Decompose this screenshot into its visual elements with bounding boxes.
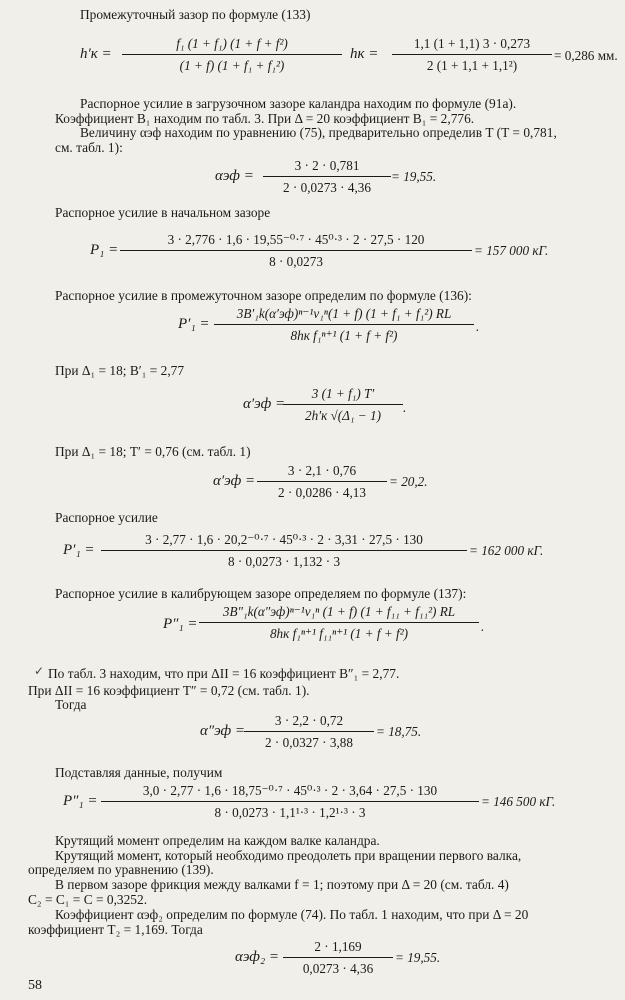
equation-formula-136: [178, 306, 508, 348]
equation-alpha-eff-2: [235, 939, 455, 981]
fraction-bar: [244, 731, 374, 732]
equation-alpha-eff: [215, 158, 435, 198]
text-line: При Δ₁ = 18; B′₁ = 2,77: [55, 363, 185, 378]
text-line: C₂ = C₁ = C = 0,3252.: [28, 892, 148, 907]
numerator: 2 · 1,169: [314, 939, 362, 954]
denominator: 2 · 0,0286 · 4,13: [278, 485, 366, 500]
equation-result: = 18,75.: [376, 724, 422, 739]
equation-result: = 146 500 кГ.: [481, 794, 556, 809]
text-line: Распорное усилие в начальном зазоре: [55, 205, 271, 220]
text-line: Величину αэф находим по уравнению (75), предварительно определив T (T = 0,781,: [80, 125, 557, 140]
equation-end: .: [403, 400, 407, 415]
fraction: [101, 532, 467, 570]
equation-lhs: α″эф =: [200, 723, 246, 739]
fraction: [244, 713, 374, 751]
fraction-bar: [283, 404, 403, 405]
denominator: 8hк f₁ⁿ⁺¹ f₁₁ⁿ⁺¹ (1 + f + f²): [269, 626, 409, 641]
denominator: 2 · 0,0273 · 4,36: [283, 180, 371, 195]
fraction-bar: [214, 324, 474, 325]
equation-intermediate-force: [63, 532, 603, 574]
text-line: коэффициент T₂ = 1,169. Тогда: [28, 922, 203, 937]
denominator: 8hк f₁ⁿ⁺¹ (1 + f + f²): [290, 328, 398, 343]
text-line: Распорное усилие: [55, 510, 158, 525]
text-line: Тогда: [55, 697, 87, 712]
pencil-check-mark: ✓: [34, 664, 45, 678]
fraction: [214, 306, 474, 344]
equation-result: = 19,55.: [391, 169, 437, 184]
equation-result: = 20,2.: [389, 474, 428, 489]
text-line: Подставляя данные, получим: [55, 765, 223, 780]
equation-end: .: [476, 319, 480, 334]
denominator: 2 (1 + 1,1 + 1,1²): [426, 58, 518, 73]
equation-lhs: αэф₂ =: [235, 949, 280, 965]
equation-lhs: P₁ =: [90, 242, 119, 258]
numerator: 3B″₁k(α″эф)ⁿ⁻¹v₁ⁿ (1 + f) (1 + f₁₁ + f₁₁²) RL: [222, 604, 456, 619]
equation-result: = 0,286 мм.: [554, 48, 618, 63]
fraction-bar: [263, 176, 391, 177]
fraction-bar: [120, 250, 472, 251]
fraction: [120, 232, 472, 270]
equation-alpha-eff-prime: [243, 386, 433, 428]
denominator: 8 · 0,0273: [269, 254, 323, 269]
numerator: 3 · 2,776 · 1,6 · 19,55⁻⁰·⁷ · 45⁰·³ · 2 · 27,5 · 120: [167, 232, 425, 247]
equation-result: = 19,55.: [395, 950, 441, 965]
fraction-bar: [392, 54, 552, 55]
numerator: 1,1 (1 + 1,1) 3 · 0,273: [413, 36, 531, 51]
fraction: [283, 386, 403, 424]
equation-lhs-2: hк =: [350, 46, 379, 62]
text-line: Промежуточный зазор по формуле (133): [80, 7, 311, 22]
fraction-bar: [257, 481, 387, 482]
equation-lhs: P′₁ =: [178, 316, 210, 332]
equation-end: .: [481, 619, 485, 634]
equation-lhs: P″₁ =: [163, 616, 198, 632]
equation-lhs: P″₁ =: [63, 793, 98, 809]
fraction-bar: [283, 957, 393, 958]
text-line: Крутящий момент определим на каждом валке каландра.: [55, 833, 380, 848]
numerator: 3 · 2 · 0,781: [294, 158, 360, 173]
numerator: 3B′₁k(α′эф)ⁿ⁻¹v₁ⁿ(1 + f) (1 + f₁ + f₁²) RL: [236, 306, 452, 321]
fraction: [392, 36, 552, 74]
fraction-bar: [122, 54, 342, 55]
text-line: см. табл. 1):: [55, 140, 123, 155]
text-line: Коэффициент B₁ находим по табл. 3. При Δ = 20 коэффициент B₁ = 2,776.: [55, 111, 475, 126]
equation-lhs: α′эф =: [213, 473, 256, 489]
denominator: 8 · 0,0273 · 1,1¹·³ · 1,2¹·³ · 3: [214, 805, 366, 820]
text-line: При ΔII = 16 коэффициент T″ = 0,72 (см. табл. 1).: [28, 683, 310, 698]
denominator: 2h′к √(Δ₁ − 1): [305, 408, 381, 423]
numerator: 3 · 2,2 · 0,72: [274, 713, 344, 728]
denominator: (1 + f) (1 + f₁ + f₁²): [179, 58, 285, 73]
text-line: Распорное усилие в загрузочном зазоре каландра находим по формуле (91а).: [80, 96, 517, 111]
numerator: 3 · 2,1 · 0,76: [287, 463, 357, 478]
text-line: Распорное усилие в калибрующем зазоре определяем по формуле (137):: [55, 586, 467, 601]
text-line: По табл. 3 находим, что при ΔII = 16 коэффициент B″₁ = 2,77.: [48, 666, 400, 681]
numerator: 3 · 2,77 · 1,6 · 20,2⁻⁰·⁷ · 45⁰·³ · 2 · 3,31 · 27,5 · 130: [145, 532, 423, 547]
page-number: 58: [28, 978, 42, 993]
equation-result: = 162 000 кГ.: [469, 543, 544, 558]
text-line: При Δ₁ = 18; T′ = 0,76 (см. табл. 1): [55, 444, 251, 459]
numerator: 3,0 · 2,77 · 1,6 · 18,75⁻⁰·⁷ · 45⁰·³ · 2 · 3,64 · 27,5 · 130: [142, 783, 438, 798]
equation-lhs: h′к =: [80, 46, 112, 62]
equation-intermediate-gap: [80, 36, 618, 86]
fraction: [199, 604, 479, 642]
text-line: определяем по уравнению (139).: [28, 862, 214, 877]
denominator: 8 · 0,0273 · 1,132 · 3: [227, 554, 341, 569]
equation-lhs: αэф =: [215, 168, 254, 184]
fraction-bar: [199, 622, 479, 623]
fraction-bar: [101, 801, 479, 802]
denominator: 0,0273 · 4,36: [302, 961, 374, 976]
equation-calibrating-force: [63, 783, 608, 825]
fraction: [283, 939, 393, 977]
fraction: [263, 158, 391, 196]
fraction-bar: [101, 550, 467, 551]
fraction: [257, 463, 387, 501]
denominator: 2 · 0,0327 · 3,88: [265, 735, 353, 750]
equation-lhs: α′эф =: [243, 396, 286, 412]
equation-initial-force: [90, 232, 590, 274]
text-line: В первом зазоре фрикция между валками f = 1; поэтому при Δ = 20 (см. табл. 4): [55, 877, 509, 892]
text-line: Распорное усилие в промежуточном зазоре определим по формуле (136):: [55, 288, 472, 303]
equation-lhs: P′₁ =: [63, 542, 95, 558]
equation-result: = 157 000 кГ.: [474, 243, 549, 258]
text-line: Крутящий момент, который необходимо преодолеть при вращении первого валка,: [55, 848, 522, 863]
text-line: Коэффициент αэф₂ определим по формуле (74). По табл. 1 находим, что при Δ = 20: [55, 907, 529, 922]
numerator: f₁ (1 + f₁) (1 + f + f²): [176, 36, 288, 51]
equation-alpha-eff-prime-value: [213, 463, 453, 505]
numerator: 3 (1 + f₁) T′: [311, 386, 375, 401]
equation-alpha-eff-double-prime: [200, 713, 450, 755]
equation-formula-137: [163, 604, 503, 650]
fraction: [122, 36, 342, 74]
fraction: [101, 783, 479, 821]
